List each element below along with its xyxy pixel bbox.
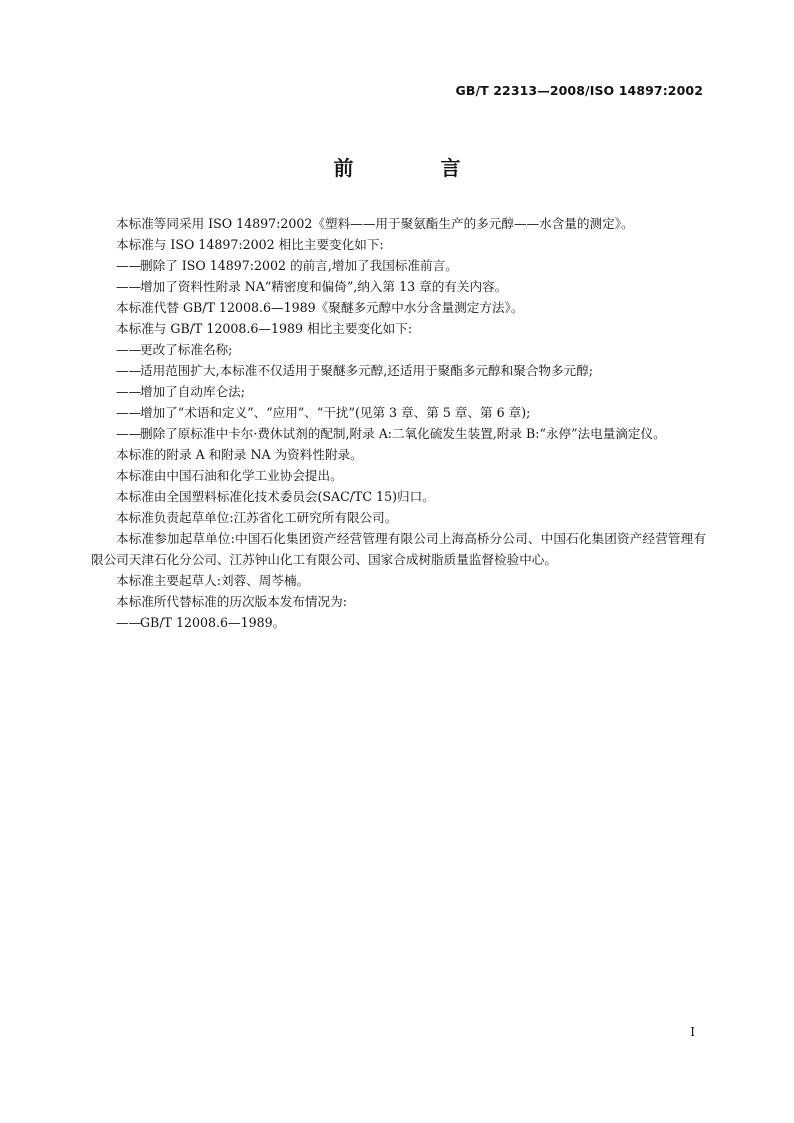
dash-item	[91, 381, 706, 402]
paragraph: 本标准由全国塑料标准化技术委员会(SAC/TC 15)归口。	[116, 489, 435, 504]
paragraph: 本标准的附录 A 和附录 NA 为资料性附录。	[116, 447, 363, 462]
dash-item	[91, 339, 706, 360]
dash-item-text: 适用范围扩大,本标准不仅适用于聚醚多元醇,还适用于聚酯多元醇和聚合物多元醇;	[140, 363, 594, 378]
dash-marker: ——	[116, 342, 142, 357]
dash-item-text: 删除了 ISO 14897:2002 的前言,增加了我国标准前言。	[140, 258, 458, 273]
dash-item-text: 增加了自动库仑法;	[140, 384, 245, 399]
paragraph: 本标准主要起草人:刘蓉、周芩楠。	[116, 573, 310, 588]
paragraph: 本标准负责起草单位:江苏省化工研究所有限公司。	[116, 510, 398, 525]
dash-item	[91, 423, 706, 444]
paragraph: 本标准所代替标准的历次版本发布情况为:	[116, 594, 347, 609]
dash-item	[91, 255, 706, 276]
dash-marker: ——	[116, 258, 142, 273]
dash-item	[91, 360, 706, 381]
dash-marker: ——	[116, 279, 142, 294]
paragraph: 本标准参加起草单位:中国石化集团资产经营管理有限公司上海高桥分公司、中国石化集团资产经营管理有限公司天津石化分公司、江苏钟山化工有限公司、国家合成树脂质量监督检验中心。	[91, 531, 706, 567]
dash-item	[91, 402, 706, 423]
dash-marker: ——	[116, 363, 142, 378]
standard-number-header: GB/T 22313—2008/ISO 14897:2002	[455, 83, 703, 98]
paragraph: 本标准等同采用 ISO 14897:2002《塑料——用于聚氨酯生产的多元醇——水含量的测定》。	[116, 216, 634, 231]
page-title: 前 言	[333, 156, 501, 180]
dash-marker: ——	[116, 384, 142, 399]
paragraph: 本标准代替 GB/T 12008.6—1989《聚醚多元醇中水分含量测定方法》。	[116, 300, 524, 315]
paragraph: 本标准与 ISO 14897:2002 相比主要变化如下:	[116, 237, 384, 252]
dash-item	[91, 612, 706, 633]
dash-item-text: 更改了标准名称;	[140, 342, 233, 357]
dash-item-text: 增加了“术语和定义”、“应用”、“干扰”(见第 3 章、第 5 章、第 6 章);	[140, 405, 531, 420]
paragraph: 本标准由中国石油和化学工业协会提出。	[116, 468, 343, 483]
dash-item-text: 增加了资料性附录 NA“精密度和偏倚”,纳入第 13 章的有关内容。	[140, 279, 508, 294]
dash-item-text: 删除了原标准中卡尔·费休试剂的配制,附录 A:二氧化硫发生装置,附录 B:“永停”法电量滴定仪。	[140, 426, 666, 441]
dash-marker: ——	[116, 615, 142, 630]
page-number: I	[690, 1025, 695, 1039]
dash-item-text: GB/T 12008.6—1989。	[140, 615, 286, 630]
dash-marker: ——	[116, 426, 142, 441]
dash-item	[91, 276, 706, 297]
foreword-body	[91, 213, 706, 633]
paragraph: 本标准与 GB/T 12008.6—1989 相比主要变化如下:	[116, 321, 413, 336]
dash-marker: ——	[116, 405, 142, 420]
